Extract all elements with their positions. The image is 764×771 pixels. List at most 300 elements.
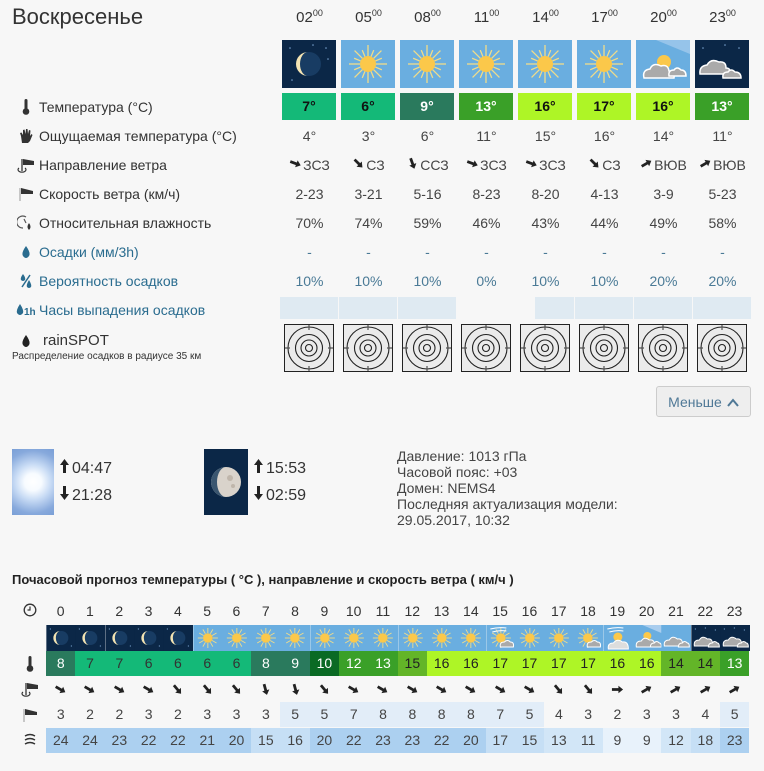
precip-probability-cell: 10% (354, 273, 383, 289)
hourly-hour: 16 (521, 603, 538, 619)
precip-hours-bar (339, 297, 397, 319)
hourly-wind-speed: 8 (456, 702, 486, 727)
hourly-wind-arrow-icon (368, 679, 397, 699)
moonset-time: 02:59 (266, 486, 307, 504)
hour-header (457, 8, 516, 26)
humidity-cell: 70% (295, 215, 324, 231)
hour-value: 11 (473, 9, 490, 26)
humidity-gauge-icon (12, 215, 39, 231)
hourly-temperature: 17 (515, 651, 545, 676)
hourly-temperature: 17 (486, 651, 516, 676)
feels-like-cell: 11° (476, 128, 497, 144)
wind-gust-icon (18, 731, 42, 749)
hourly-temperature: 8 (251, 651, 281, 676)
hourly-hour: 2 (115, 603, 124, 619)
hourly-wind-speed: 3 (56, 706, 65, 722)
row-label-humidity (12, 213, 211, 233)
hourly-wind-arrow-icon (427, 679, 456, 699)
hourly-weather-icon (691, 625, 721, 651)
wind-direction-cell (575, 155, 634, 175)
windsock-rotate-icon (18, 679, 42, 699)
feels-like-cell: 4° (302, 128, 317, 144)
hourly-wind-arrow-icon (573, 679, 602, 699)
wind-speed-cell: 4-13 (590, 186, 619, 202)
clear-night-icon (282, 40, 336, 88)
precipitation-label: Осадки (мм/3h) (39, 244, 139, 260)
hourly-weather-icon (368, 625, 398, 651)
hour-minutes: 00 (312, 8, 323, 18)
hourly-temperature: 15 (398, 651, 428, 676)
hourly-wind-gust: 15 (251, 728, 281, 753)
hourly-wind-gust: 22 (163, 728, 193, 753)
hourly-wind-arrow-icon (163, 679, 192, 699)
row-label-precip-probability (12, 271, 178, 291)
temperature-cell: 16° (636, 93, 690, 120)
hourly-weather-icon (573, 625, 603, 651)
wind-direction-cell (457, 155, 516, 175)
humidity-label: Относительная влажность (39, 215, 212, 231)
hourly-weather-icon (105, 625, 135, 651)
humidity-cell: 44% (590, 215, 619, 231)
hourly-temperature: 7 (75, 651, 105, 676)
hourly-wind-gust: 17 (486, 728, 516, 753)
temperature-cell: 13° (695, 93, 749, 120)
chevron-up-icon (727, 394, 739, 410)
hourly-wind-gust: 23 (105, 728, 135, 753)
row-label-wind-direction (12, 155, 167, 175)
hourly-temperature: 13 (720, 651, 750, 676)
hourly-hour: 6 (232, 603, 241, 619)
hourly-weather-icon (427, 625, 457, 651)
hourly-hour: 5 (203, 603, 212, 619)
wind-direction-value: ЗСЗ (303, 157, 330, 173)
hour-minutes: 00 (489, 8, 500, 18)
hourly-hour: 13 (433, 603, 450, 619)
hourly-hour: 18 (580, 603, 596, 619)
hourly-wind-arrow-icon (691, 679, 720, 699)
hourly-weather-icon (398, 625, 428, 651)
humidity-cell: 49% (649, 215, 678, 231)
hourly-wind-gust: 21 (193, 728, 223, 753)
hour-value: 17 (591, 9, 608, 26)
hourly-wind-gust: 23 (398, 728, 428, 753)
rainspot-map[interactable] (343, 324, 393, 372)
wind-direction-value: ВЮВ (713, 157, 746, 173)
precipitation-cell: - (484, 244, 489, 260)
hour-header (575, 8, 634, 26)
hourly-temperature: 17 (573, 651, 603, 676)
precip-hours-bar (280, 297, 338, 319)
hourly-hour: 23 (726, 603, 743, 619)
precip-hours-bar (398, 297, 456, 319)
hourly-temperature: 12 (339, 651, 369, 676)
wind-direction-cell (516, 155, 575, 175)
feels-like-cell: 15° (534, 128, 557, 144)
hourly-wind-gust: 9 (632, 728, 662, 753)
hourly-wind-gust: 15 (515, 728, 545, 753)
hourly-wind-arrow-icon (661, 679, 690, 699)
precip-hours-bar (634, 297, 692, 319)
temperature-cell: 7° (282, 93, 336, 120)
hourly-hour: 0 (56, 603, 65, 619)
humidity-cell: 74% (354, 215, 383, 231)
precipitation-cell: - (425, 244, 430, 260)
hourly-wind-speed: 3 (672, 706, 680, 722)
row-label-precipitation (12, 242, 139, 262)
wind-direction-cell (693, 155, 752, 175)
feels-like-label: Ощущаемая температура (°C) (39, 128, 237, 144)
wind-speed-cell: 8-23 (472, 186, 501, 202)
hourly-temperature: 16 (632, 651, 662, 676)
precip-probability-cell: 20% (708, 273, 737, 289)
hourly-wind-gust: 22 (339, 728, 369, 753)
hour-value: 02 (296, 9, 313, 26)
hourly-wind-gust: 23 (368, 728, 398, 753)
hourly-hour: 12 (404, 603, 421, 619)
hourly-temperature: 17 (544, 651, 574, 676)
hourly-wind-arrow-icon (134, 679, 163, 699)
rain-probability-icon (12, 273, 39, 289)
hourly-wind-speed: 7 (339, 702, 369, 727)
less-button-label: Меньше (668, 393, 722, 410)
hourly-weather-icon (515, 625, 545, 651)
temperature-cell: 16° (518, 93, 572, 120)
moon-image (204, 449, 248, 515)
hourly-hour: 22 (697, 603, 714, 619)
hourly-temperature: 6 (193, 651, 223, 676)
temperature-cell: 9° (400, 93, 454, 120)
hourly-wind-gust: 22 (427, 728, 457, 753)
hourly-wind-speed: 3 (642, 706, 651, 722)
rainspot-map[interactable] (579, 324, 629, 372)
humidity-cell: 46% (472, 215, 501, 231)
hour-header (693, 8, 752, 26)
hourly-weather-icon (456, 625, 486, 651)
hour-header (280, 8, 339, 26)
precip-hours-bar (575, 297, 633, 319)
rain-hours-icon (12, 303, 39, 317)
precip-hours-label: Часы выпадения осадков (39, 302, 206, 318)
humidity-cell: 43% (531, 215, 560, 231)
row-label-wind-speed (12, 184, 180, 204)
hourly-wind-speed: 3 (261, 706, 270, 722)
hourly-wind-speed: 3 (203, 706, 212, 722)
humidity-cell: 58% (708, 215, 737, 231)
wind-speed-cell: 5-23 (708, 186, 737, 202)
wind-arrow-icon (352, 155, 365, 175)
hourly-wind-speed: 3 (144, 706, 153, 722)
hourly-wind-speed: 5 (280, 702, 310, 727)
hourly-weather-icon (193, 625, 223, 651)
hourly-wind-gust: 16 (280, 728, 310, 753)
feels-like-cell: 3° (361, 128, 376, 144)
row-label-rainspot (12, 331, 109, 351)
hourly-hour: 21 (668, 603, 684, 619)
hourly-hour: 4 (173, 603, 182, 619)
precip-probability-cell: 10% (413, 273, 442, 289)
hourly-weather-icon (720, 625, 750, 651)
cloudy-night-icon (695, 40, 749, 88)
rainspot-map[interactable] (402, 324, 452, 372)
hourly-wind-arrow-icon (720, 679, 749, 699)
moonrise (254, 459, 306, 478)
hourly-wind-gust: 23 (720, 728, 750, 753)
hourly-wind-speed: 8 (368, 702, 398, 727)
hourly-wind-arrow-icon (339, 679, 368, 699)
hourly-weather-icon (486, 625, 516, 651)
hourly-temperature: 16 (603, 651, 633, 676)
hourly-wind-arrow-icon (486, 679, 515, 699)
windsock-icon (18, 706, 42, 724)
feels-like-cell: 16° (593, 128, 616, 144)
hourly-wind-gust: 20 (456, 728, 486, 753)
hourly-wind-arrow-icon (75, 679, 104, 699)
hourly-hour: 8 (291, 603, 299, 619)
hour-value: 20 (650, 9, 667, 26)
less-button[interactable] (656, 386, 751, 417)
model-domain: Домен: NEMS4 (397, 480, 496, 496)
hourly-wind-gust: 9 (603, 728, 633, 753)
hourly-temperature: 16 (427, 651, 457, 676)
precipitation-cell: - (720, 244, 725, 260)
hour-minutes: 00 (371, 8, 382, 18)
temperature-cell: 17° (577, 93, 631, 120)
hourly-wind-arrow-icon (105, 679, 134, 699)
wind-arrow-icon (289, 155, 302, 175)
clock-icon (18, 601, 42, 619)
wind-speed-cell: 8-20 (531, 186, 560, 202)
hourly-wind-speed: 5 (310, 702, 340, 727)
sunset-time: 21:28 (72, 486, 113, 504)
hourly-hour: 11 (375, 603, 391, 619)
model-update-label: Последняя актуализация модели: (397, 496, 618, 512)
hourly-wind-speed: 2 (86, 706, 94, 722)
thermometer-icon (12, 99, 39, 115)
rainspot-map[interactable] (697, 324, 747, 372)
hourly-temperature: 7 (105, 651, 135, 676)
sunny-icon (400, 40, 454, 88)
feels-like-cell: 6° (420, 128, 435, 144)
arrow-down-icon (254, 486, 263, 505)
rainspot-label: rainSPOT (43, 332, 109, 349)
wind-direction-value: СЗ (602, 157, 621, 173)
raindrop-dark-icon (12, 334, 39, 348)
hourly-hour: 15 (492, 603, 508, 619)
timezone: Часовой пояс: +03 (397, 464, 518, 480)
humidity-cell: 59% (413, 215, 442, 231)
hour-header (516, 8, 575, 26)
hourly-hour: 3 (144, 603, 153, 619)
temperature-cell: 6° (341, 93, 395, 120)
row-label-precip-hours (12, 300, 205, 320)
hourly-wind-speed: 5 (720, 702, 750, 727)
hourly-hour: 20 (638, 603, 655, 619)
wind-arrow-icon (525, 155, 538, 175)
hour-header (339, 8, 398, 26)
wind-direction-cell (398, 155, 457, 175)
hourly-wind-speed: 2 (174, 706, 182, 722)
wind-direction-cell (339, 155, 398, 175)
hourly-hour: 17 (550, 603, 567, 619)
hourly-hour: 1 (86, 603, 94, 619)
sunny-icon (459, 40, 513, 88)
windsock-icon (12, 186, 39, 202)
hourly-hour: 10 (345, 603, 362, 619)
wind-speed-cell: 3-9 (653, 186, 674, 202)
hourly-wind-gust: 13 (544, 728, 574, 753)
model-info (397, 448, 618, 528)
hourly-temperature: 6 (134, 651, 164, 676)
raindrop-icon (12, 245, 39, 259)
wind-direction-value: ССЗ (420, 157, 449, 173)
hourly-wind-gust: 18 (691, 728, 721, 753)
rainspot-map[interactable] (638, 324, 688, 372)
hourly-temperature: 10 (310, 651, 340, 676)
temperature-cell: 13° (459, 93, 513, 120)
hourly-title: Почасовой прогноз температуры ( °C ), направление и скорость ветра ( км/ч ) (12, 572, 514, 587)
sunrise-time: 04:47 (72, 459, 113, 477)
wind-speed-label: Скорость ветра (км/ч) (39, 186, 181, 202)
hourly-wind-gust: 24 (75, 728, 105, 753)
hourly-wind-arrow-icon (280, 679, 309, 699)
arrow-down-icon (60, 486, 69, 505)
hourly-weather-icon (310, 625, 340, 651)
hourly-weather-icon (163, 625, 193, 651)
moonset (254, 486, 306, 505)
hourly-wind-arrow-icon (544, 679, 573, 699)
wind-direction-value: ЗСЗ (480, 157, 507, 173)
hourly-wind-arrow-icon (632, 679, 661, 699)
hourly-weather-icon (544, 625, 574, 651)
wind-direction-cell (280, 155, 339, 175)
hourly-hour: 19 (609, 603, 626, 619)
hourly-temperature: 16 (456, 651, 486, 676)
hourly-temperature: 9 (280, 651, 310, 676)
hourly-wind-speed: 3 (584, 706, 593, 722)
windsock-rotate-icon (12, 157, 39, 173)
hourly-hour: 14 (463, 603, 479, 619)
wind-speed-cell: 3-21 (354, 186, 383, 202)
hourly-wind-arrow-icon (193, 679, 222, 699)
hourly-weather-icon (75, 625, 105, 651)
row-label-temperature (12, 97, 153, 117)
hour-header (398, 8, 457, 26)
wind-speed-cell: 5-16 (413, 186, 442, 202)
wind-direction-value: ЗСЗ (539, 157, 566, 173)
hourly-wind-arrow-icon (603, 679, 632, 699)
hourly-wind-speed: 2 (115, 706, 124, 722)
hourly-weather-icon (603, 625, 633, 651)
hour-value: 14 (532, 9, 549, 26)
precipitation-cell: - (307, 244, 312, 260)
hourly-temperature: 14 (691, 651, 721, 676)
hourly-wind-gust: 11 (573, 728, 603, 753)
wind-arrow-icon (466, 155, 479, 175)
hourly-weather-icon (280, 625, 310, 651)
hourly-wind-speed: 7 (486, 702, 516, 727)
sun-image (12, 449, 54, 515)
wind-direction-label: Направление ветра (39, 157, 167, 173)
precip-probability-cell: 10% (590, 273, 619, 289)
hour-header (634, 8, 693, 26)
wind-direction-value: ВЮВ (654, 157, 687, 173)
hourly-weather-icon (134, 625, 164, 651)
hourly-temperature: 8 (46, 651, 76, 676)
hourly-wind-speed: 5 (515, 702, 545, 727)
arrow-up-icon (60, 459, 69, 478)
hourly-wind-arrow-icon (310, 679, 339, 699)
day-title: Воскресенье (12, 4, 144, 29)
precip-probability-cell: 10% (295, 273, 324, 289)
hourly-wind-speed: 4 (701, 706, 710, 722)
hourly-wind-gust: 20 (310, 728, 340, 753)
hourly-wind-arrow-icon (456, 679, 485, 699)
rainspot-map[interactable] (461, 324, 511, 372)
hourly-wind-gust: 24 (46, 728, 76, 753)
pressure: Давление: 1013 гПа (397, 448, 527, 464)
hourly-wind-speed: 3 (232, 706, 241, 722)
hourly-temperature: 6 (222, 651, 252, 676)
rainspot-map[interactable] (520, 324, 570, 372)
moonrise-time: 15:53 (266, 459, 307, 477)
hourly-temperature: 14 (661, 651, 691, 676)
cloudy-sun-icon (636, 40, 690, 88)
hourly-wind-arrow-icon (515, 679, 544, 699)
sunny-icon (518, 40, 572, 88)
precipitation-cell: - (543, 244, 548, 260)
hourly-wind-speed: 4 (554, 706, 563, 722)
model-update-value: 29.05.2017, 10:32 (397, 512, 510, 528)
hour-value: 05 (355, 9, 372, 26)
hour-minutes: 00 (607, 8, 618, 18)
feels-like-cell: 11° (712, 128, 733, 144)
hourly-wind-gust: 22 (134, 728, 164, 753)
sunset (60, 486, 112, 505)
precipitation-cell: - (366, 244, 371, 260)
precipitation-cell: - (661, 244, 666, 260)
wind-arrow-icon (588, 155, 601, 175)
hourly-wind-gust: 12 (661, 728, 691, 753)
hourly-wind-arrow-icon (251, 679, 280, 699)
hour-minutes: 00 (430, 8, 441, 18)
hourly-weather-icon (632, 625, 662, 651)
hour-minutes: 00 (725, 8, 736, 18)
rainspot-subtitle: Распределение осадков в радиусе 35 км (12, 351, 202, 362)
hour-minutes: 00 (666, 8, 677, 18)
precip-probability-cell: 10% (531, 273, 560, 289)
hourly-wind-gust: 20 (222, 728, 252, 753)
hourly-hour: 9 (320, 603, 329, 619)
wind-arrow-icon (640, 155, 653, 175)
hourly-temperature: 13 (368, 651, 398, 676)
hourly-weather-icon (251, 625, 281, 651)
hourly-weather-icon (46, 625, 76, 651)
precip-hours-bar (693, 297, 751, 319)
precip-hours-bar (535, 297, 574, 319)
hourly-wind-speed: 8 (398, 702, 428, 727)
hourly-wind-arrow-icon (398, 679, 427, 699)
hour-minutes: 00 (548, 8, 559, 18)
precipitation-cell: - (602, 244, 607, 260)
hourly-wind-arrow-icon (46, 679, 75, 699)
precip-probability-cell: 20% (649, 273, 678, 289)
hourly-weather-icon (222, 625, 252, 651)
hourly-hour: 7 (261, 603, 270, 619)
precip-probability-label: Вероятность осадков (39, 273, 179, 289)
sunny-icon (341, 40, 395, 88)
hourly-wind-arrow-icon (222, 679, 251, 699)
rainspot-map[interactable] (284, 324, 334, 372)
